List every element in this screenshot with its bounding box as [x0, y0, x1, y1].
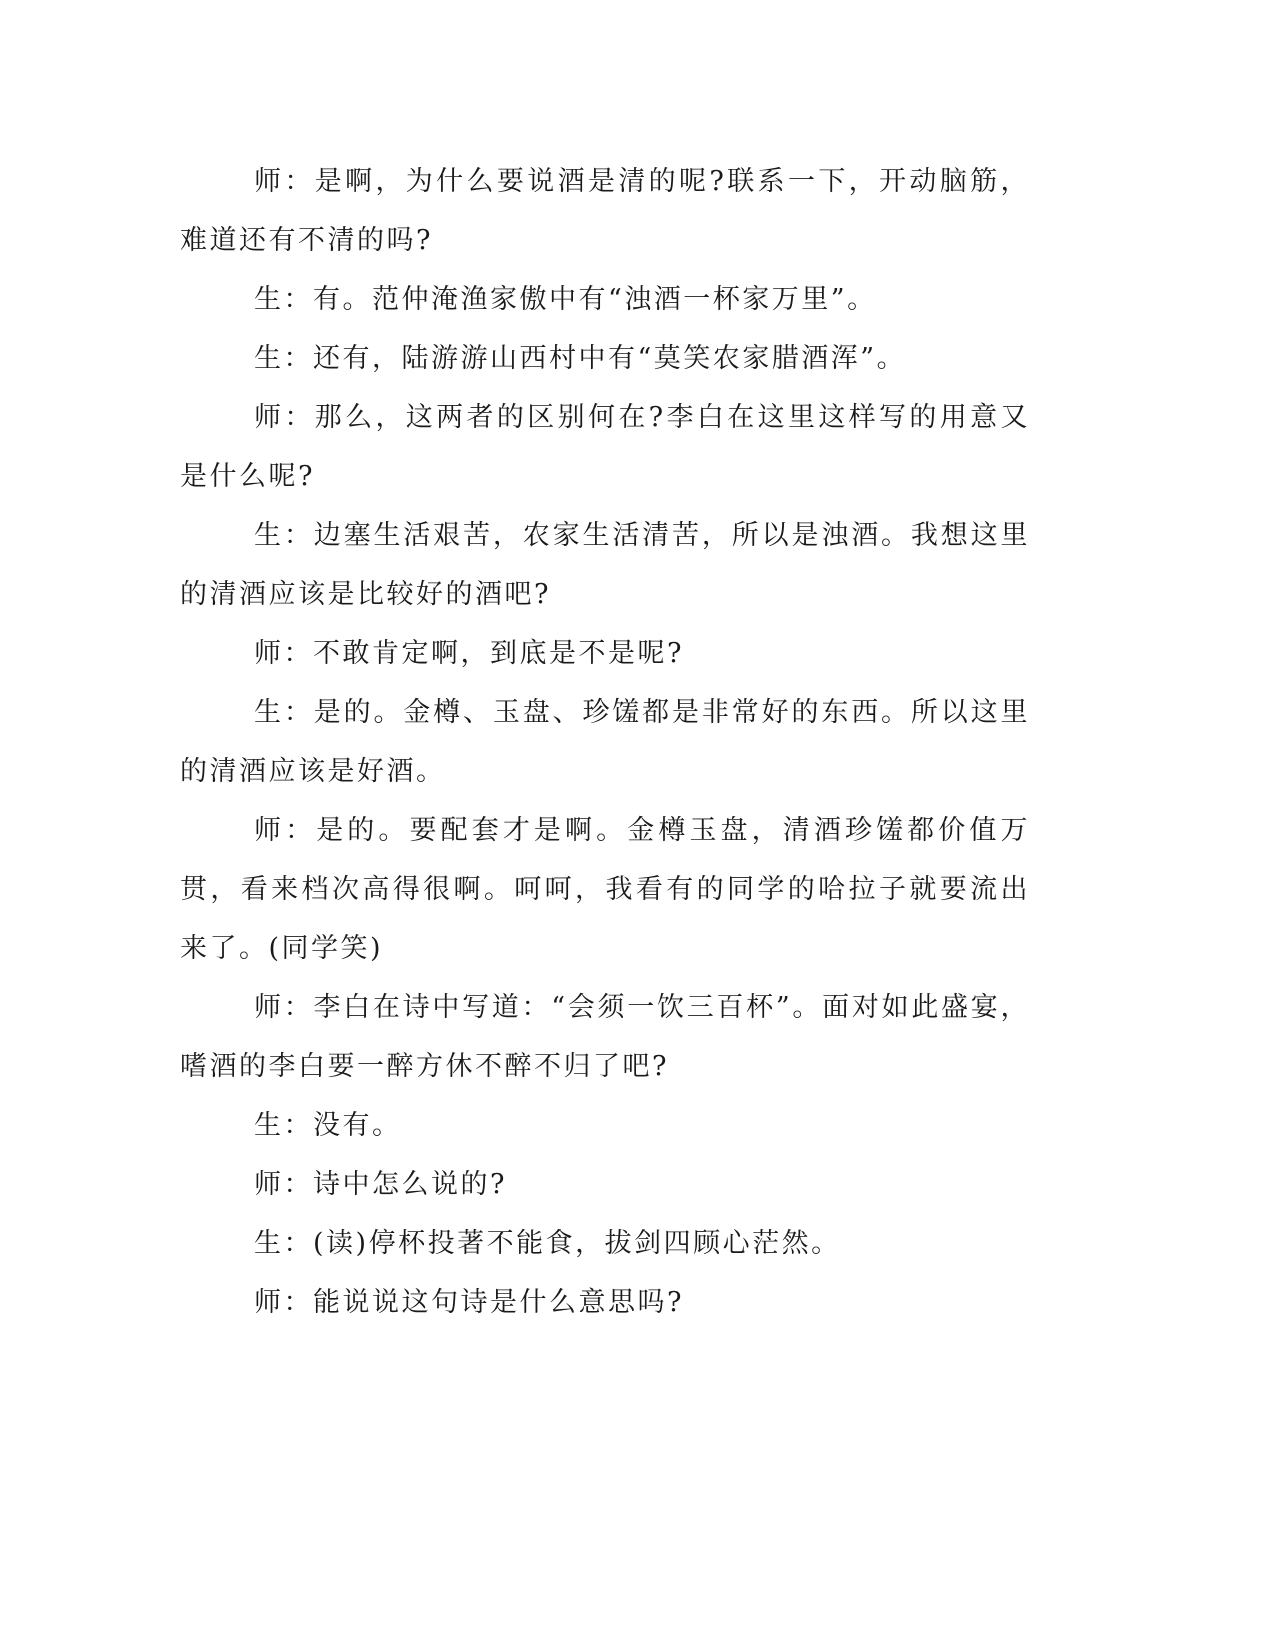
dialogue-line: 师：是的。要配套才是啊。金樽玉盘，清酒珍馐都价值万贯，看来档次高得很啊。呵呵，我看有的同学的哈拉子就要流出来了。(同学笑) — [180, 815, 1030, 964]
dialogue-body — [180, 152, 1030, 1332]
dialogue-line: 师：能说说这句诗是什么意思吗? — [254, 1287, 684, 1318]
dialogue-line: 生：(读)停杯投著不能食，拔剑四顾心茫然。 — [254, 1228, 841, 1259]
dialogue-line: 生：没有。 — [254, 1110, 402, 1141]
dialogue-line: 师：李白在诗中写道：“会须一饮三百杯”。面对如此盛宴，嗜酒的李白要一醉方休不醉不归了吧? — [180, 992, 1030, 1082]
dialogue-line: 师：诗中怎么说的? — [254, 1169, 507, 1200]
dialogue-line: 生：还有，陆游游山西村中有“莫笑农家腊酒浑”。 — [254, 343, 907, 374]
dialogue-line: 师：是啊，为什么要说酒是清的呢?联系一下，开动脑筋，难道还有不清的吗? — [180, 166, 1030, 256]
dialogue-line: 生：是的。金樽、玉盘、珍馐都是非常好的东西。所以这里的清酒应该是好酒。 — [180, 697, 1030, 787]
dialogue-line: 师：那么，这两者的区别何在?李白在这里这样写的用意又是什么呢? — [180, 402, 1030, 492]
dialogue-line: 生：有。范仲淹渔家傲中有“浊酒一杯家万里”。 — [254, 284, 877, 315]
dialogue-line: 师：不敢肯定啊，到底是不是呢? — [254, 638, 684, 669]
dialogue-line: 生：边塞生活艰苦，农家生活清苦，所以是浊酒。我想这里的清酒应该是比较好的酒吧? — [180, 520, 1030, 610]
